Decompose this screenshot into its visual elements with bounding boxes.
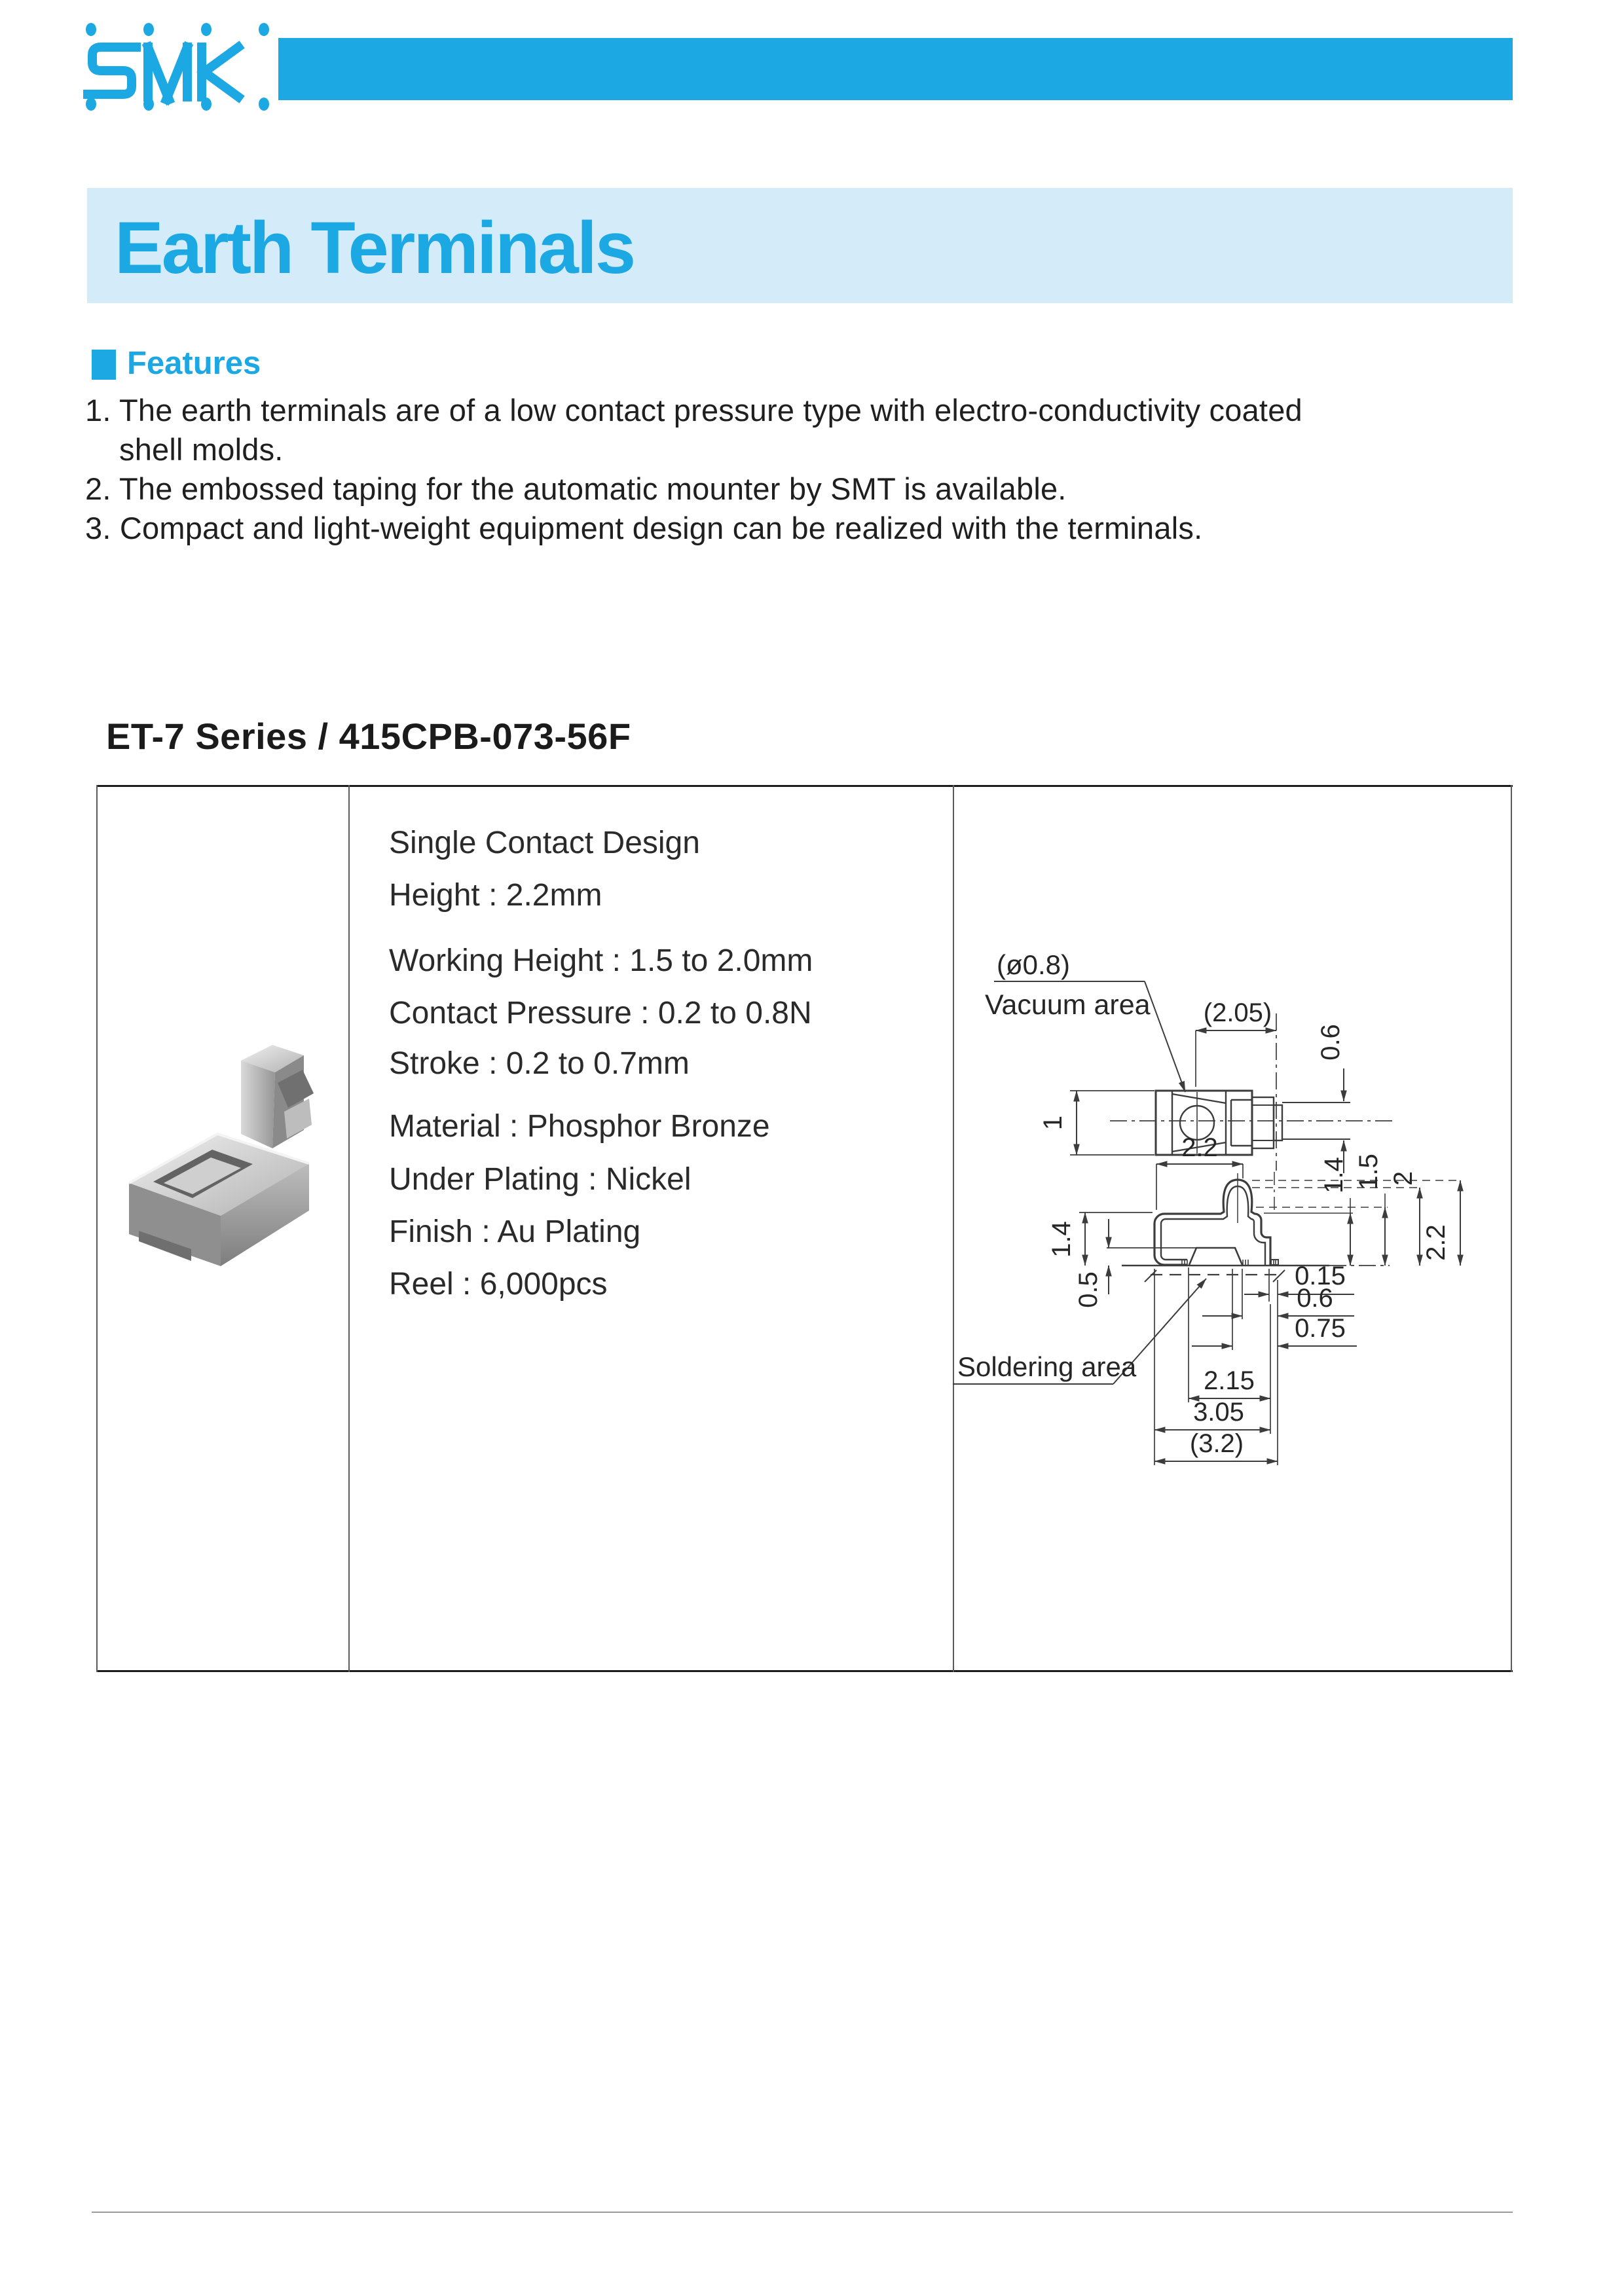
dim-label-0-5: 0.5 <box>1074 1271 1103 1308</box>
dim-label-0-15: 0.15 <box>1295 1262 1346 1290</box>
spec-working-height: Working Height : 1.5 to 2.0mm <box>389 943 813 978</box>
table-border-left <box>96 785 98 1672</box>
dim-label-3-2: (3.2) <box>1189 1429 1244 1458</box>
spec-under-plating: Under Plating : Nickel <box>389 1162 692 1197</box>
footer-divider <box>92 2212 1513 2213</box>
logo-letters <box>88 47 238 100</box>
features-list <box>85 391 1460 561</box>
feature-item-continuation: shell molds. <box>119 432 284 467</box>
table-divider-1 <box>348 785 350 1672</box>
dim-label-2-2-top: 2.2 <box>1181 1133 1218 1162</box>
spec-contact-pressure: Contact Pressure : 0.2 to 0.8N <box>389 996 812 1030</box>
dim-label-0-6: 0.6 <box>1297 1284 1333 1313</box>
spec-finish: Finish : Au Plating <box>389 1214 641 1249</box>
series-heading: ET-7 Series / 415CPB-073-56F <box>106 716 631 757</box>
dim-label-2: 2 <box>1389 1171 1418 1186</box>
vacuum-area-label: Vacuum area <box>985 989 1151 1021</box>
feature-item: 1. The earth terminals are of a low contact pressure type with electro-conductivity coated <box>85 393 1302 428</box>
dim-label-2-05: (2.05) <box>1203 998 1272 1027</box>
sideview-outline-inner <box>1161 1186 1265 1265</box>
vacuum-diameter-label: (ø0.8) <box>997 949 1071 980</box>
page-title: Earth Terminals <box>115 206 635 289</box>
vacuum-leader-line <box>1145 981 1185 1092</box>
features-heading: Features <box>127 346 261 381</box>
photo-tower-left <box>241 1061 275 1148</box>
spec-material: Material : Phosphor Bronze <box>389 1109 770 1144</box>
sideview-clip <box>1189 1248 1242 1265</box>
dim-label-1-4-left: 1.4 <box>1047 1221 1076 1258</box>
soldering-tick-right <box>1273 1270 1285 1282</box>
dim-label-3-05: 3.05 <box>1193 1398 1244 1427</box>
spec-block <box>389 824 946 1321</box>
brand-color-bar <box>278 38 1513 100</box>
spec-design: Single Contact Design <box>389 826 700 860</box>
table-border-bottom <box>96 1670 1513 1672</box>
spec-height: Height : 2.2mm <box>389 878 602 913</box>
spec-reel: Reel : 6,000pcs <box>389 1267 608 1302</box>
dim-label-1: 1 <box>1039 1115 1067 1131</box>
dim-label-2-15: 2.15 <box>1204 1366 1255 1395</box>
topview-slant-top <box>1172 1094 1226 1103</box>
page-banner <box>87 188 1513 303</box>
dim-label-1-4: 1.4 <box>1320 1157 1348 1194</box>
soldering-area-label: Soldering area <box>957 1351 1137 1382</box>
dim-label-2-2: 2.2 <box>1422 1224 1450 1261</box>
product-photo <box>113 977 330 1288</box>
square-bullet-icon <box>92 350 116 380</box>
technical-drawing <box>948 930 1531 1480</box>
feature-item: 2. The embossed taping for the automatic mounter by SMT is available. <box>85 471 1067 506</box>
dim-label-0-75: 0.75 <box>1295 1314 1346 1343</box>
features-heading-row <box>92 345 261 384</box>
dim-label-0-6-top: 0.6 <box>1316 1024 1345 1061</box>
topview-tab <box>1274 1105 1282 1140</box>
smk-logo <box>83 17 279 115</box>
dim-label-1-5: 1.5 <box>1354 1154 1383 1190</box>
table-border-top <box>96 785 1513 787</box>
sideview-outline-outer <box>1154 1180 1270 1265</box>
spec-stroke: Stroke : 0.2 to 0.7mm <box>389 1046 690 1081</box>
feature-item: 3. Compact and light-weight equipment design can be realized with the terminals. <box>85 511 1203 545</box>
foot-serrations <box>1182 1260 1278 1265</box>
